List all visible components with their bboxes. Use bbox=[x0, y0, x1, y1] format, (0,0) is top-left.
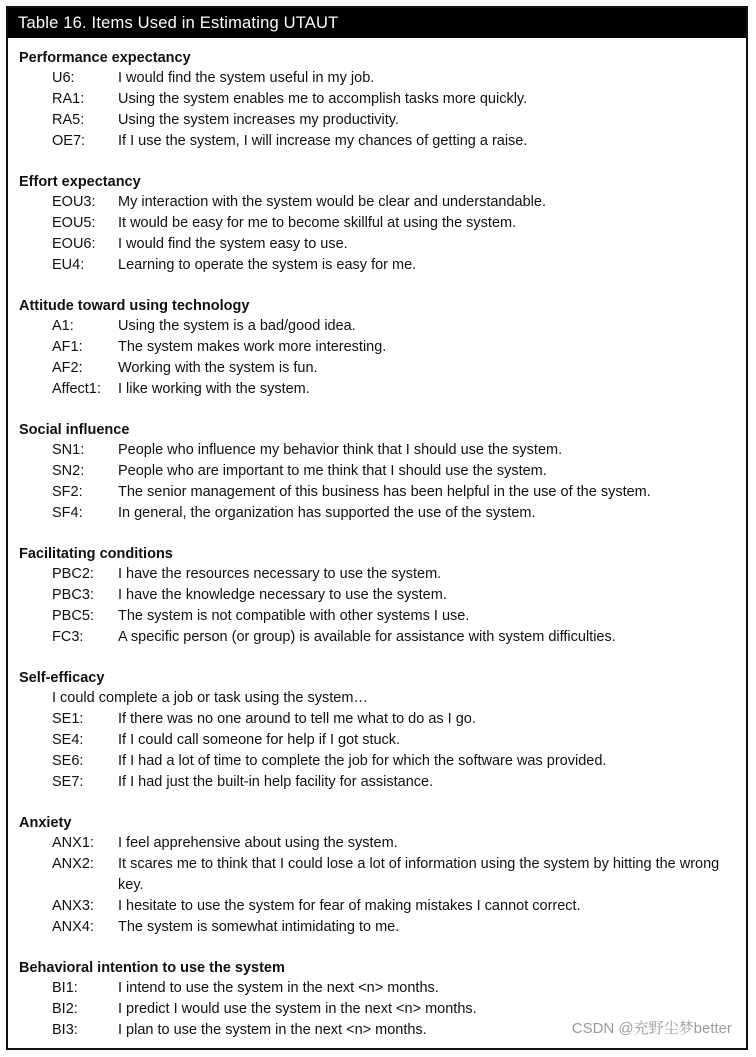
item-text: If I had a lot of time to complete the job for which the software was provided. bbox=[118, 753, 607, 769]
table-frame bbox=[6, 6, 748, 1050]
item-row bbox=[19, 379, 746, 400]
item-code: BI2: bbox=[52, 1001, 78, 1017]
item-text: I intend to use the system in the next <n> months. bbox=[118, 980, 439, 996]
item-text: I would find the system useful in my job. bbox=[118, 70, 375, 86]
item-text: The system makes work more interesting. bbox=[118, 339, 387, 355]
item-text: If I had just the built-in help facility for assistance. bbox=[118, 774, 434, 790]
item-text: The system is not compatible with other systems I use. bbox=[118, 608, 470, 624]
item-text: Using the system is a bad/good idea. bbox=[118, 318, 356, 334]
item-text: The senior management of this business has been helpful in the use of the system. bbox=[118, 484, 651, 500]
item-text: A specific person (or group) is available for assistance with system difficulties. bbox=[118, 629, 616, 645]
item-row bbox=[19, 255, 746, 276]
item-code: SN2: bbox=[52, 463, 85, 479]
item-row bbox=[19, 585, 746, 606]
item-code: RA5: bbox=[52, 112, 85, 128]
item-code: PBC3: bbox=[52, 587, 94, 603]
item-code: EOU5: bbox=[52, 215, 96, 231]
item-text: People who influence my behavior think that I should use the system. bbox=[118, 442, 563, 458]
section-title: Attitude toward using technology bbox=[19, 298, 250, 314]
item-code: AF2: bbox=[52, 360, 83, 376]
item-text: I hesitate to use the system for fear of making mistakes I cannot correct. bbox=[118, 898, 581, 914]
item-text: I have the knowledge necessary to use the system. bbox=[118, 587, 447, 603]
item-row bbox=[19, 337, 746, 358]
item-row bbox=[19, 564, 746, 585]
item-text: If I could call someone for help if I got stuck. bbox=[118, 732, 401, 748]
section-title: Effort expectancy bbox=[19, 174, 141, 190]
item-row bbox=[19, 896, 746, 917]
item-code: SF2: bbox=[52, 484, 83, 500]
item-code: RA1: bbox=[52, 91, 85, 107]
item-row bbox=[19, 110, 746, 131]
item-code: PBC5: bbox=[52, 608, 94, 624]
section-effort-expectancy bbox=[19, 172, 746, 276]
item-code: SE4: bbox=[52, 732, 84, 748]
item-text: People who are important to me think that I should use the system. bbox=[118, 463, 547, 479]
section-attitude bbox=[19, 296, 746, 400]
item-text: I plan to use the system in the next <n> months. bbox=[118, 1022, 427, 1038]
item-text: Working with the system is fun. bbox=[118, 360, 318, 376]
item-code: ANX1: bbox=[52, 835, 94, 851]
section-facilitating-conditions bbox=[19, 544, 746, 648]
item-row bbox=[19, 730, 746, 751]
item-row bbox=[19, 606, 746, 627]
item-text: Learning to operate the system is easy for me. bbox=[118, 257, 417, 273]
item-text: If I use the system, I will increase my chances of getting a raise. bbox=[118, 133, 528, 149]
item-row bbox=[19, 751, 746, 772]
item-code: EOU6: bbox=[52, 236, 96, 252]
section-title: Anxiety bbox=[19, 815, 72, 831]
item-code: PBC2: bbox=[52, 566, 94, 582]
item-row bbox=[19, 234, 746, 255]
item-code: SE6: bbox=[52, 753, 84, 769]
item-row bbox=[19, 316, 746, 337]
item-code: EU4: bbox=[52, 257, 85, 273]
item-row bbox=[19, 917, 746, 938]
item-text: My interaction with the system would be clear and understandable. bbox=[118, 194, 546, 210]
item-text: I like working with the system. bbox=[118, 381, 310, 397]
item-row bbox=[19, 978, 746, 999]
item-code: AF1: bbox=[52, 339, 83, 355]
section-title: Performance expectancy bbox=[19, 50, 191, 66]
item-text: In general, the organization has supported the use of the system. bbox=[118, 505, 536, 521]
item-row bbox=[19, 213, 746, 234]
watermark: CSDN @充野尘梦better bbox=[572, 1017, 732, 1038]
item-row bbox=[19, 131, 746, 152]
item-row bbox=[19, 482, 746, 503]
item-code: ANX2: bbox=[52, 856, 94, 872]
item-text: Using the system increases my productivity. bbox=[118, 112, 399, 128]
item-row bbox=[19, 503, 746, 524]
item-code: SE7: bbox=[52, 774, 84, 790]
item-text: The system is somewhat intimidating to me. bbox=[118, 919, 400, 935]
item-row bbox=[19, 833, 746, 854]
item-code: A1: bbox=[52, 318, 74, 334]
item-text: I have the resources necessary to use the system. bbox=[118, 566, 442, 582]
item-row bbox=[19, 440, 746, 461]
item-text: I predict I would use the system in the next <n> months. bbox=[118, 1001, 477, 1017]
section-title: Self-efficacy bbox=[19, 670, 105, 686]
item-code: BI3: bbox=[52, 1022, 78, 1038]
item-code: Affect1: bbox=[52, 381, 101, 397]
item-row bbox=[19, 772, 746, 793]
item-code: ANX4: bbox=[52, 919, 94, 935]
section-title: Facilitating conditions bbox=[19, 546, 173, 562]
section-self-efficacy bbox=[19, 668, 746, 793]
item-code: U6: bbox=[52, 70, 75, 86]
item-code: EOU3: bbox=[52, 194, 96, 210]
section-social-influence bbox=[19, 420, 746, 524]
section-intro: I could complete a job or task using the system… bbox=[52, 690, 368, 706]
item-text: I would find the system easy to use. bbox=[118, 236, 348, 252]
item-text: Using the system enables me to accomplish tasks more quickly. bbox=[118, 91, 528, 107]
item-code: OE7: bbox=[52, 133, 86, 149]
item-row bbox=[19, 854, 746, 896]
item-code: SN1: bbox=[52, 442, 85, 458]
item-code: FC3: bbox=[52, 629, 84, 645]
item-text: It scares me to think that I could lose a lot of information using the system by hitting the wrong key. bbox=[118, 856, 720, 893]
item-row bbox=[19, 627, 746, 648]
item-code: ANX3: bbox=[52, 898, 94, 914]
item-row bbox=[19, 89, 746, 110]
section-anxiety bbox=[19, 813, 746, 938]
table-body bbox=[8, 38, 746, 1041]
section-title: Behavioral intention to use the system bbox=[19, 960, 285, 976]
item-code: SF4: bbox=[52, 505, 83, 521]
item-row bbox=[19, 709, 746, 730]
item-row bbox=[19, 358, 746, 379]
item-code: SE1: bbox=[52, 711, 84, 727]
item-row bbox=[19, 68, 746, 89]
table-title: Table 16. Items Used in Estimating UTAUT bbox=[8, 8, 746, 38]
section-title: Social influence bbox=[19, 422, 130, 438]
item-row bbox=[19, 192, 746, 213]
item-text: It would be easy for me to become skillful at using the system. bbox=[118, 215, 517, 231]
item-code: BI1: bbox=[52, 980, 78, 996]
item-text: If there was no one around to tell me what to do as I go. bbox=[118, 711, 476, 727]
item-row bbox=[19, 461, 746, 482]
section-performance-expectancy bbox=[19, 48, 746, 152]
item-text: I feel apprehensive about using the system. bbox=[118, 835, 398, 851]
